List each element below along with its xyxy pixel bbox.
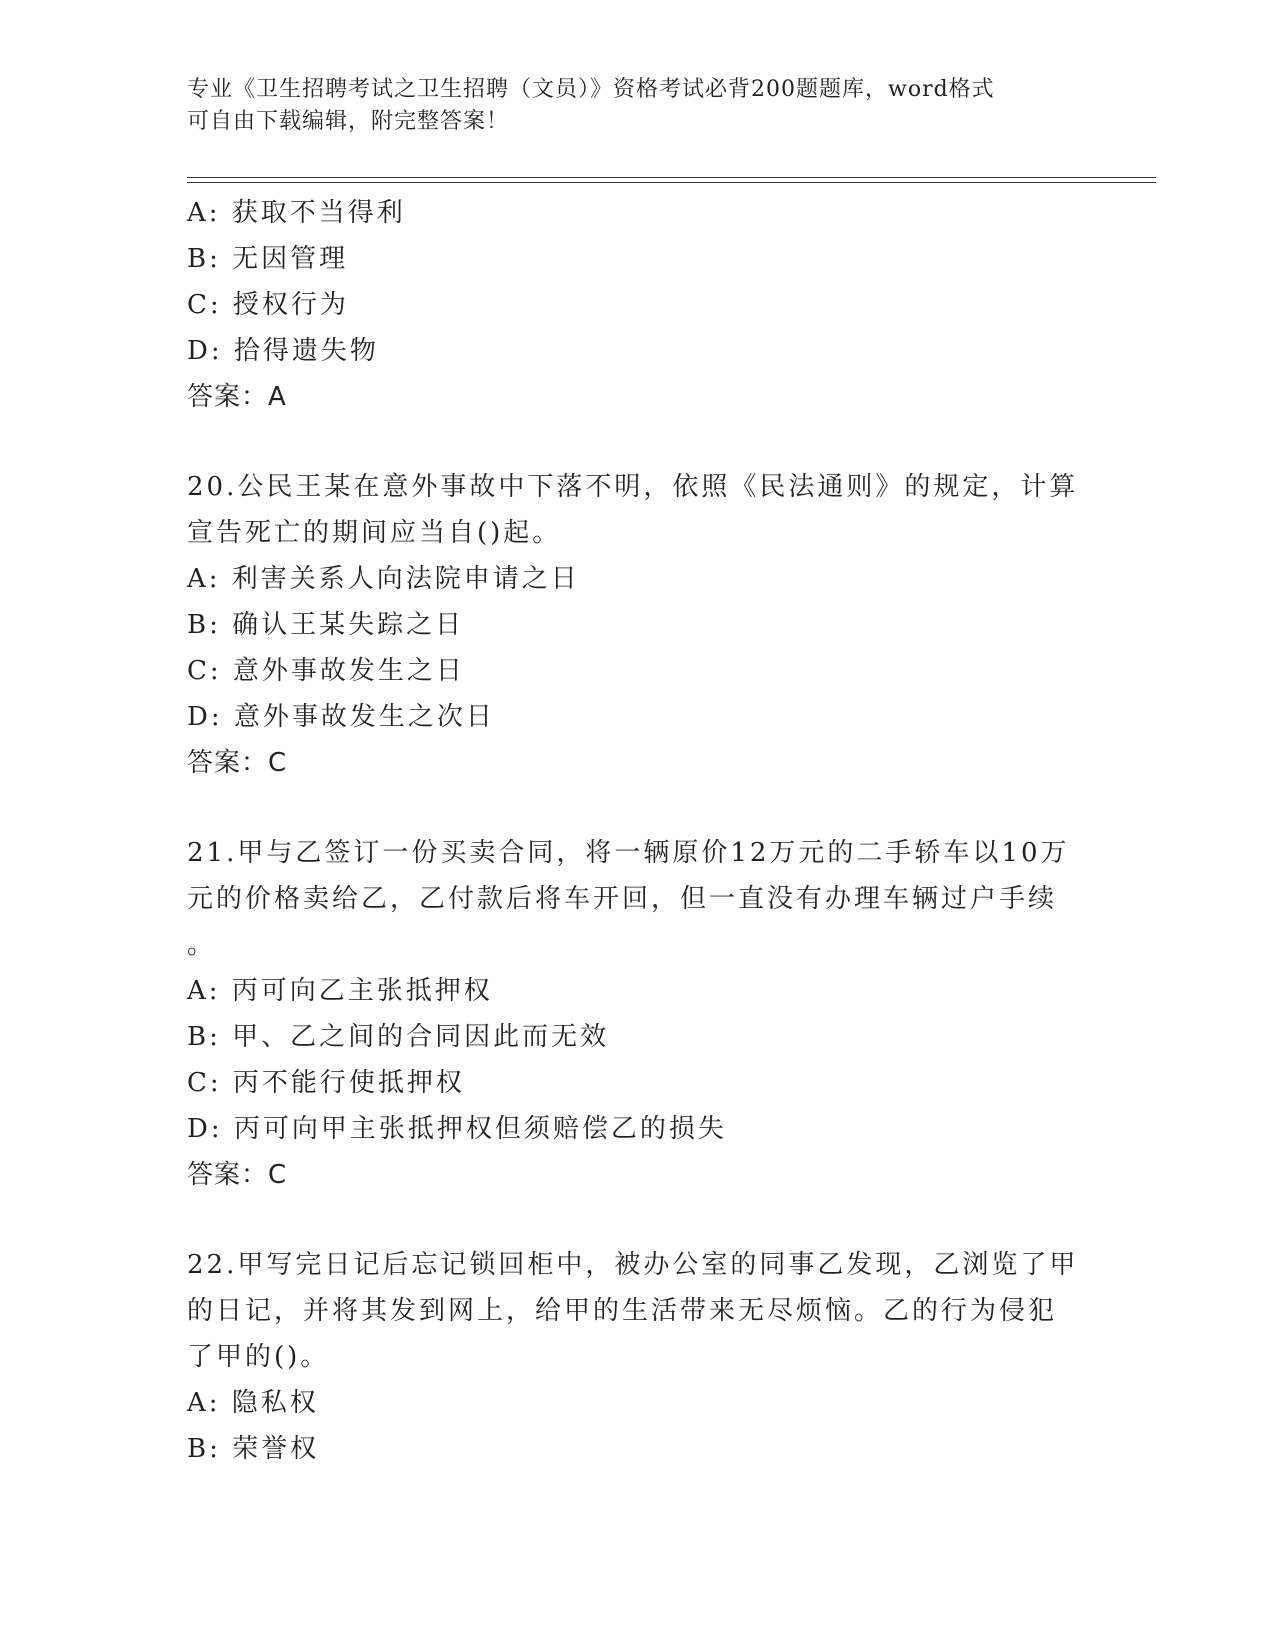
option-a: A: 隐私权 xyxy=(187,1388,319,1418)
question-list xyxy=(187,190,1087,1472)
option-c: C: 丙不能行使抵押权 xyxy=(187,1068,465,1098)
question-text-line: 。 xyxy=(187,930,217,960)
option-d: D: 意外事故发生之次日 xyxy=(187,702,495,732)
option-c: C: 意外事故发生之日 xyxy=(187,656,465,686)
question-19-block xyxy=(187,190,1087,420)
option-b: B: 确认王某失踪之日 xyxy=(187,610,465,640)
question-text-line: 21.甲与乙签订一份买卖合同，将一辆原价12万元的二手轿车以10万 xyxy=(187,838,1070,868)
header-divider-bottom xyxy=(187,182,1156,183)
header-title-line-2: 可自由下载编辑，附完整答案！ xyxy=(187,109,510,134)
question-text-line: 22.甲写完日记后忘记锁回柜中，被办公室的同事乙发现，乙浏览了甲 xyxy=(187,1250,1079,1280)
option-b: B: 荣誉权 xyxy=(187,1434,320,1464)
option-b: B: 无因管理 xyxy=(187,244,349,274)
option-a: A: 获取不当得利 xyxy=(187,198,406,228)
question-20-block xyxy=(187,464,1087,786)
answer-line: 答案：C xyxy=(187,1160,288,1190)
document-header xyxy=(187,74,1087,138)
question-21-block xyxy=(187,830,1087,1198)
header-divider-top xyxy=(187,177,1156,178)
question-22-block xyxy=(187,1242,1087,1472)
option-a: A: 利害关系人向法院申请之日 xyxy=(187,564,580,594)
option-a: A: 丙可向乙主张抵押权 xyxy=(187,976,493,1006)
question-text-line: 元的价格卖给乙，乙付款后将车开回，但一直没有办理车辆过户手续 xyxy=(187,884,1058,914)
option-c: C: 授权行为 xyxy=(187,290,349,320)
option-b: B: 甲、乙之间的合同因此而无效 xyxy=(187,1022,610,1052)
option-d: D: 丙可向甲主张抵押权但须赔偿乙的损失 xyxy=(187,1114,727,1144)
question-text-line: 的日记，并将其发到网上，给甲的生活带来无尽烦恼。乙的行为侵犯 xyxy=(187,1296,1058,1326)
question-text-line: 宣告死亡的期间应当自()起。 xyxy=(187,518,562,548)
spacer xyxy=(187,420,1087,464)
header-title-line-1: 专业《卫生招聘考试之卫生招聘（文员）》资格考试必背200题题库，word格式 xyxy=(187,77,995,102)
spacer xyxy=(187,786,1087,830)
spacer xyxy=(187,1198,1087,1242)
answer-line: 答案：A xyxy=(187,382,287,412)
question-text-line: 20.公民王某在意外事故中下落不明，依照《民法通则》的规定，计算 xyxy=(187,472,1079,502)
option-d: D: 拾得遗失物 xyxy=(187,336,379,366)
answer-line: 答案：C xyxy=(187,748,288,778)
question-text-line: 了甲的()。 xyxy=(187,1342,330,1372)
